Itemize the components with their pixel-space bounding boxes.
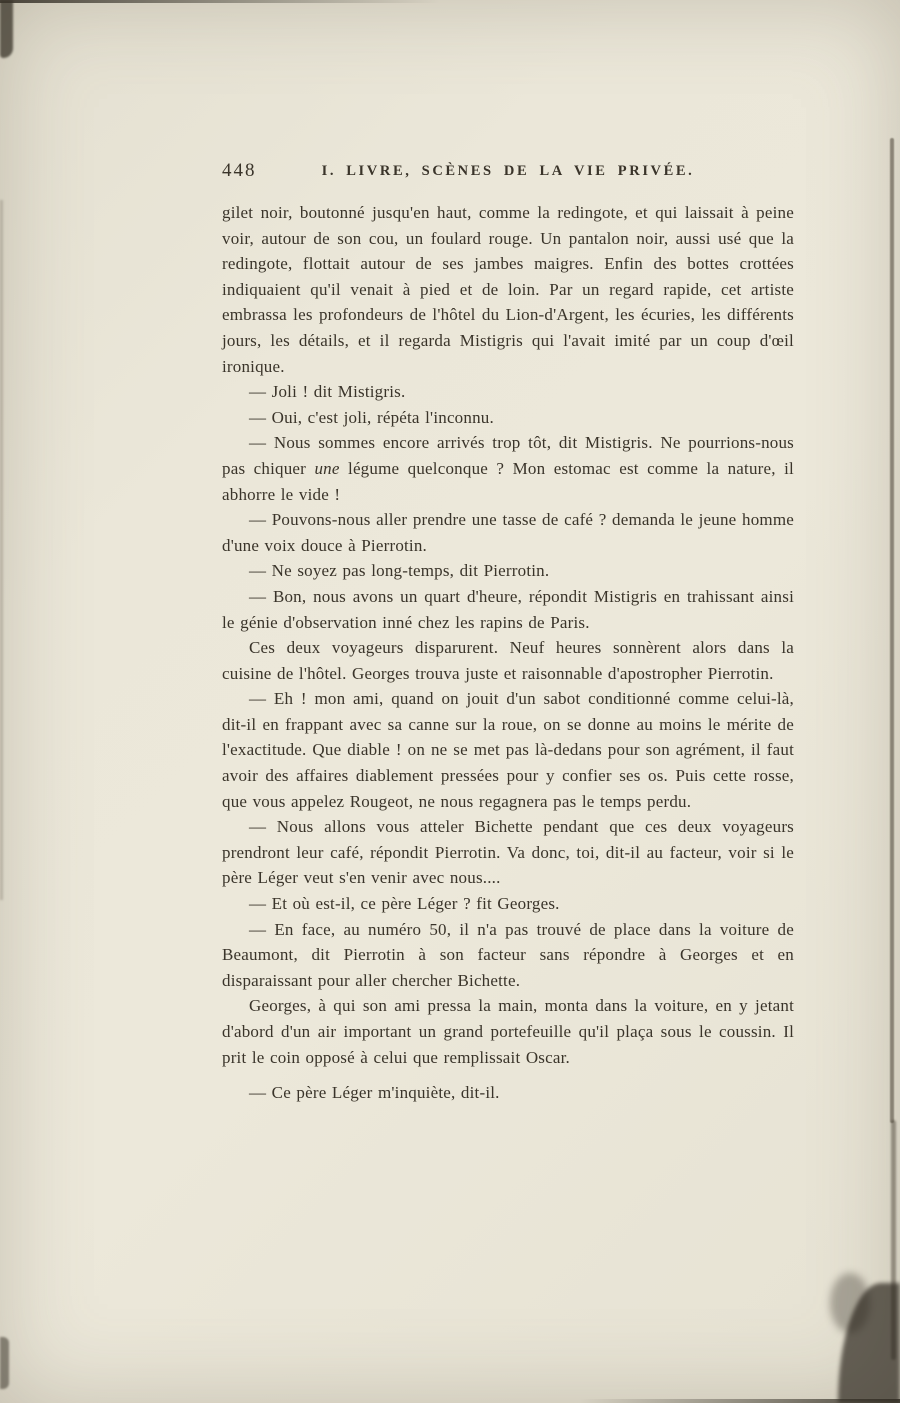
text-run: — Et où est-il, ce père Léger ? fit Georges. [249,894,560,914]
scan-artifact-top-edge [0,0,440,3]
paragraph [222,200,794,379]
paragraph [222,993,794,1070]
text-run: — Ce père Léger m'inquiète, dit-il. [249,1083,500,1103]
paragraph [222,891,794,917]
scan-artifact-left-edge [0,200,3,900]
paragraph [222,1080,794,1106]
paragraph [222,917,794,994]
text-run: — En face, au numéro 50, il n'a pas trouvé de place dans la voiture de Beaumont, dit Pierrotin à son facteur sans répondre à Georges et en disparaissant pour aller chercher Bichette. [222,919,794,990]
scan-artifact-top-left-corner [0,0,13,58]
paragraph [222,686,794,814]
page-header [222,160,794,190]
paragraph [222,814,794,891]
text-run: gilet noir, boutonné jusqu'en haut, comme la redingote, et qui laissait à peine voir, autour de son cou, un foulard rouge. Un pantalon noir, aussi usé que la redingote, flottait autour de ses jambes maigres. Enfin des bottes crottées indiquaient qu'il venait à pied et de loin. Par un regard rapide, cet artiste embrassa les profondeurs de l'hôtel du Lion-d'Argent, les écuries, les différents jours, les détails, et il regarda Mistigris qui l'avait imité par un coup d'œil ironique. [222,203,794,376]
scan-artifact-right-edge [890,138,894,1123]
text-run: — Nous allons vous atteler Bichette pendant que ces deux voyageurs prendront leur café, répondit Pierrotin. Va donc, toi, dit-il au facteur, voir si le père Léger veut s'en venir avec nous.... [222,817,794,888]
scan-artifact-bottom-right-smudge [830,1273,870,1333]
text-run: — Joli ! dit Mistigris. [249,382,406,402]
italic-text-run: une [314,458,340,478]
text-run: Georges, à qui son ami pressa la main, monta dans la voiture, en y jetant d'abord d'un air important un grand portefeuille qu'il plaça sous le coussin. Il prit le coin opposé à celui que remplissait Oscar. [222,996,794,1067]
text-run: — Eh ! mon ami, quand on jouit d'un sabot conditionné comme celui-là, dit-il en frappant avec sa canne sur la roue, on se donne au moins le mérite de l'exactitude. Que diable ! on ne se met pas là-dedans pour son agrément, il faut avoir des affaires diablement pressées pour y confier ses os. Puis cette rosse, que vous appelez Rougeot, ne nous regagnera pas le temps perdu. [222,689,794,811]
scan-artifact-bottom-right-corner [838,1283,900,1403]
paragraph [222,405,794,431]
scan-artifact-right-edge-lower [891,1120,896,1360]
page-number: 448 [222,160,257,181]
text-block [222,200,794,1106]
paragraph [222,635,794,686]
text-run: — Pouvons-nous aller prendre une tasse de café ? demanda le jeune homme d'une voix douce à Pierrotin. [222,510,794,555]
paragraph [222,379,794,405]
paragraph [222,584,794,635]
scan-artifact-bottom-left-marks [0,1337,9,1389]
text-run: — Bon, nous avons un quart d'heure, répondit Mistigris en trahissant ainsi le génie d'observation inné chez les rapins de Paris. [222,586,794,632]
paragraph [222,430,794,507]
text-run: — Nous sommes encore arrivés trop tôt, dit Mistigris. Ne pourrions-nous pas chiquer [222,433,794,478]
text-run: — Ne soyez pas long-temps, dit Pierrotin. [249,561,550,581]
running-title: I. LIVRE, SCÈNES DE LA VIE PRIVÉE. [321,163,695,179]
scan-artifact-bottom-edge [580,1399,900,1403]
text-run: Ces deux voyageurs disparurent. Neuf heures sonnèrent alors dans la cuisine de l'hôtel. Georges trouva juste et raisonnable d'apostropher Pierrotin. [222,638,794,683]
text-run: — Oui, c'est joli, répéta l'inconnu. [249,407,494,427]
paragraph [222,558,794,584]
text-run: légume quelconque ? Mon estomac est comme la nature, il abhorre le vide ! [222,458,794,504]
paragraph [222,507,794,558]
printed-area [222,160,794,1106]
